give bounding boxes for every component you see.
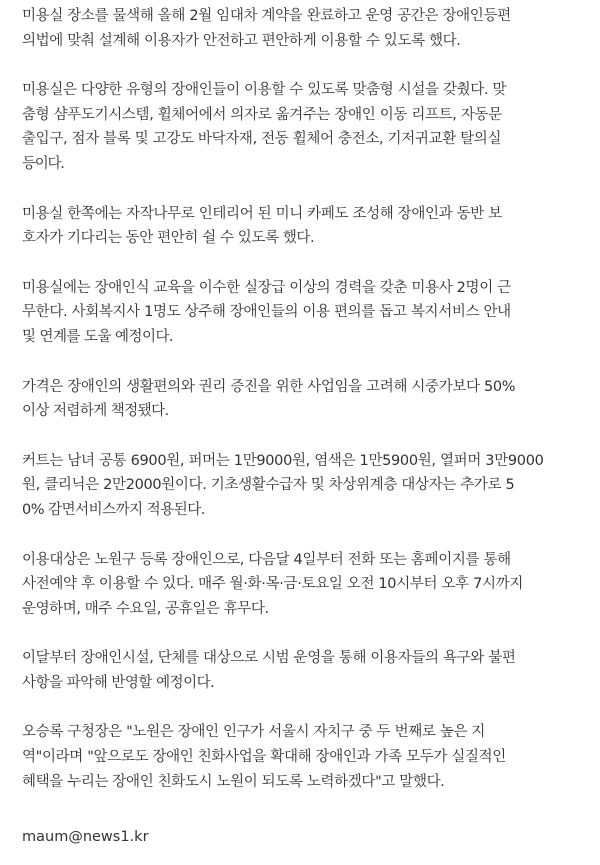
paragraph-price-list bbox=[22, 449, 582, 523]
text-line: 사항을 파악해 반영할 예정이다. bbox=[22, 674, 215, 691]
paragraph-eligibility bbox=[22, 548, 582, 622]
paragraph-staff bbox=[22, 276, 582, 350]
text-line: 원, 클리닉은 2만2000원이다. 기초생활수급자 및 차상위계층 대상자는 추가로 5 bbox=[22, 477, 515, 494]
text-line: 가격은 장애인의 생활편의와 권리 증진을 위한 사업임을 고려해 시중가보다 50% bbox=[22, 378, 516, 395]
text-line: 의법에 맞춰 설계해 이용자가 안전하고 편안하게 이용할 수 있도록 했다. bbox=[22, 32, 461, 49]
paragraph-facilities bbox=[22, 78, 582, 176]
text-line: 미용실은 다양한 유형의 장애인들이 이용할 수 있도록 맞춤형 시설을 갖췄다. 맞 bbox=[22, 82, 507, 99]
text-line: 미용실 한쪽에는 자작나무로 인테리어 된 미니 카페도 조성해 장애인과 동반 보 bbox=[22, 205, 502, 222]
text-line: 미용실에는 장애인식 교육을 이수한 실장급 이상의 경력을 갖춘 미용사 2명이 근 bbox=[22, 279, 511, 296]
paragraph-quote bbox=[22, 720, 582, 794]
text-line: 무한다. 사회복지사 1명도 상주해 장애인들의 이용 편의를 돕고 복지서비스 안내 bbox=[22, 304, 511, 321]
paragraph-cafe bbox=[22, 202, 582, 251]
text-line: 0% 감면서비스까지 적용된다. bbox=[22, 501, 205, 518]
text-line: 등이다. bbox=[22, 155, 64, 172]
text-line: 이상 저렴하게 책정됐다. bbox=[22, 403, 169, 420]
text-line: 이용대상은 노원구 등록 장애인으로, 다음달 4일부터 전화 또는 홈페이지를 통해 bbox=[22, 551, 511, 568]
text-line: 운영하며, 매주 수요일, 공휴일은 휴무다. bbox=[22, 600, 269, 617]
text-line: 호자가 기다리는 동안 편안히 쉴 수 있도록 했다. bbox=[22, 230, 315, 247]
reporter-email: maum@news1.kr bbox=[22, 829, 149, 845]
paragraph-pilot bbox=[22, 646, 582, 695]
paragraph-location bbox=[22, 4, 582, 53]
text-line: 출입구, 점자 블록 및 고강도 바닥자재, 전동 휠체어 충전소, 기저귀교환 탈의실 bbox=[22, 131, 502, 148]
paragraph-pricing bbox=[22, 375, 582, 424]
article-body bbox=[22, 4, 582, 819]
text-line: 오승록 구청장은 "노원은 장애인 인구가 서울시 자치구 중 두 번째로 높은 지 bbox=[22, 724, 486, 741]
text-line: 및 연계를 도울 예정이다. bbox=[22, 328, 174, 345]
text-line: 커트는 남녀 공통 6900원, 퍼머는 1만9000원, 염색은 1만5900원, 열퍼머 3만9000 bbox=[22, 452, 544, 469]
text-line: 사전예약 후 이용할 수 있다. 매주 월·화·목·금·토요일 오전 10시부터 오후 7시까지 bbox=[22, 576, 524, 593]
text-line: 이달부터 장애인시설, 단체를 대상으로 시범 운영을 통해 이용자들의 욕구와 불편 bbox=[22, 650, 516, 667]
text-line: 미용실 장소를 물색해 올해 2월 임대차 계약을 완료하고 운영 공간은 장애인등편 bbox=[22, 8, 511, 24]
text-line: 춤형 샴푸도기시스템, 휠체어에서 의자로 옮겨주는 장애인 이동 리프트, 자동문 bbox=[22, 106, 502, 123]
text-line: 역"이라며 "앞으로도 장애인 친화사업을 확대해 장애인과 가족 모두가 실질적인 bbox=[22, 749, 506, 766]
text-line: 혜택을 누리는 장애인 친화도시 노원이 되도록 노력하겠다"고 말했다. bbox=[22, 773, 445, 790]
